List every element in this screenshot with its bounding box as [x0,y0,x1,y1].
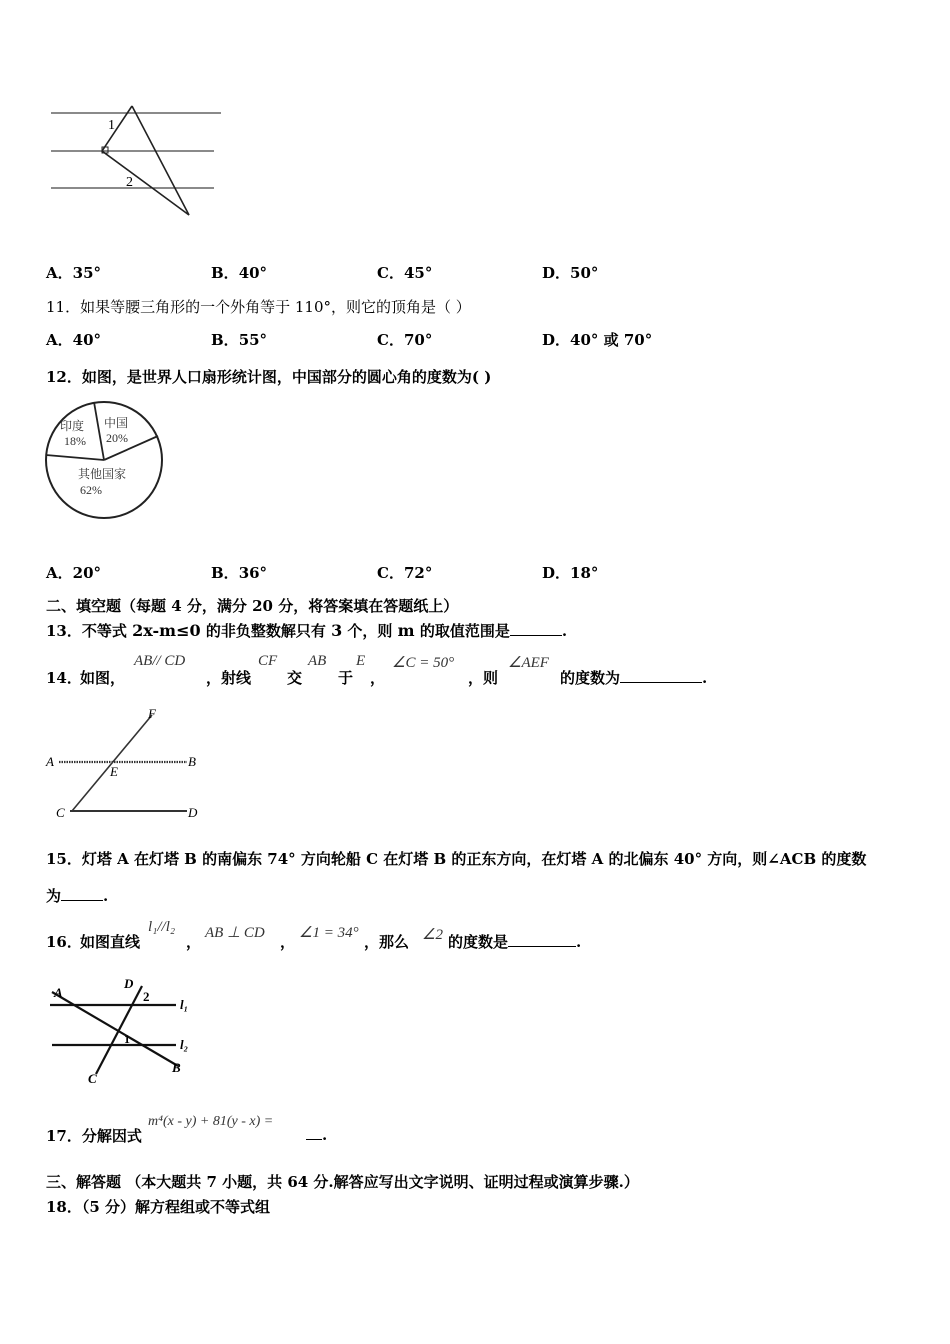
pie-percent-india: 18% [64,434,86,448]
pie-percent-other: 62% [80,483,102,497]
q12-option-b[interactable]: B．36° [211,564,268,582]
q14-math-ab: AB [308,653,327,669]
q14-math-e: E [356,653,366,669]
q15-answer-blank[interactable] [61,886,103,901]
q17-stem: 17．分解因式 [46,1127,142,1145]
q14-text-intersect: 交 [287,669,303,687]
q10-option-c[interactable]: C．45° [377,264,433,282]
q14-answer-blank[interactable] [620,668,702,683]
q12-pie-chart [44,399,166,521]
q16-math-angle1: ∠1 = 34° [299,925,359,941]
q14-text-at: 于 [338,669,354,687]
q11-option-c[interactable]: C．70° [377,331,433,349]
q16-label-l1: l₁ [180,997,189,1012]
q17-answer: . [306,1125,327,1144]
q17-expression: m⁴(x - y) + 81(y - x) = [148,1114,274,1129]
q14-math-cf: CF [258,653,278,669]
q16-math-l1-parallel-l2: l₁//l₂ [148,919,176,935]
q13-answer-blank[interactable] [510,621,562,636]
q11-option-b[interactable]: B．55° [211,331,268,349]
q14-label-f: F [148,706,156,721]
q16-text-then: ，那么 [364,933,410,951]
q16-math-ab-perp-cd: AB ⊥ CD [205,925,265,941]
q16-label-d: D [124,976,134,991]
q14-math-angle-c: ∠C = 50° [392,655,455,671]
q16-label-a: A [54,985,63,1000]
section2-heading: 二、填空题（每题 4 分，满分 20 分，将答案填在答题纸上） [46,597,459,615]
q10-angle1-label: 1 [108,118,115,133]
q17-answer-blank[interactable] [306,1125,322,1140]
q10-option-a[interactable]: A．35° [46,264,102,282]
q18-stem: 18．（5 分）解方程组或不等式组 [46,1198,271,1216]
q10-option-b[interactable]: B．40° [211,264,268,282]
q16-line-cd [96,986,142,1074]
q14-text-ray: ，射线 [206,669,252,687]
q11-option-d[interactable]: D．40° 或 70° [542,331,653,349]
q16-comma2: ， [280,933,296,951]
q16-math-angle2: ∠2 [422,927,443,943]
q16-figure [44,972,204,1087]
q12-stem: 12．如图，是世界人口扇形统计图，中国部分的圆心角的度数为( ) [46,368,492,386]
q10-figure [46,100,226,220]
pie-label-other: 其他国家 [78,467,127,481]
q15-line2: 为 . [46,887,109,905]
q16-label-angle2: 2 [143,989,150,1004]
pie-label-china: 中国 [104,416,129,430]
q14-number: 14． [46,669,82,687]
pie-label-india: 印度 [60,419,85,433]
section3-heading: 三、解答题 （本大题共 7 小题，共 64 分.解答应写出文字说明、证明过程或演算步骤.） [46,1173,639,1191]
q11-stem: 11．如果等腰三角形的一个外角等于 110°，则它的顶角是（ ） [46,298,471,316]
q16-number: 16． [46,933,82,951]
q15-line1: 15．灯塔 A 在灯塔 B 的南偏东 74° 方向轮船 C 在灯塔 B 的正东方向，在灯塔 A 的北偏东 40° 方向，则∠ACB 的度数 [46,850,867,868]
q14-text-degree: 的度数为 . [560,669,708,687]
q14-math-angle-aef: ∠AEF [508,655,549,671]
q13-stem: 13．不等式 2x-m≤0 的非负整数解只有 3 个，则 m 的取值范围是 . [46,621,568,640]
q14-label-e: E [110,764,118,779]
q16-answer-blank[interactable] [508,932,576,947]
q12-option-a[interactable]: A．20° [46,564,102,582]
q14-figure [44,705,214,825]
q14-label-b: B [188,754,196,769]
q12-option-d[interactable]: D．18° [542,564,599,582]
q14-math-ab-parallel-cd: AB// CD [134,653,186,669]
q14-label-d: D [188,805,198,820]
q14-label-c: C [56,805,65,820]
q16-line-ab [52,992,178,1066]
q12-option-c[interactable]: C．72° [377,564,433,582]
pie-percent-china: 20% [106,431,128,445]
q14-lead: 如图， [80,669,126,687]
q14-text-then: ，则 [468,669,499,687]
q16-lead: 如图直线 [80,933,141,951]
q16-comma1: ， [186,933,202,951]
q10-triangle [102,106,189,215]
q14-text-comma: ， [370,669,386,687]
q16-label-b: B [172,1060,181,1075]
q14-label-a: A [46,754,54,769]
q11-option-a[interactable]: A．40° [46,331,102,349]
q16-label-l2: l₂ [180,1037,189,1052]
q10-angle2-label: 2 [126,175,133,190]
q10-option-d[interactable]: D．50° [542,264,599,282]
q16-label-c: C [88,1071,97,1086]
q16-text-degree: 的度数是 . [448,933,582,951]
q16-label-angle1: 1 [124,1032,130,1046]
